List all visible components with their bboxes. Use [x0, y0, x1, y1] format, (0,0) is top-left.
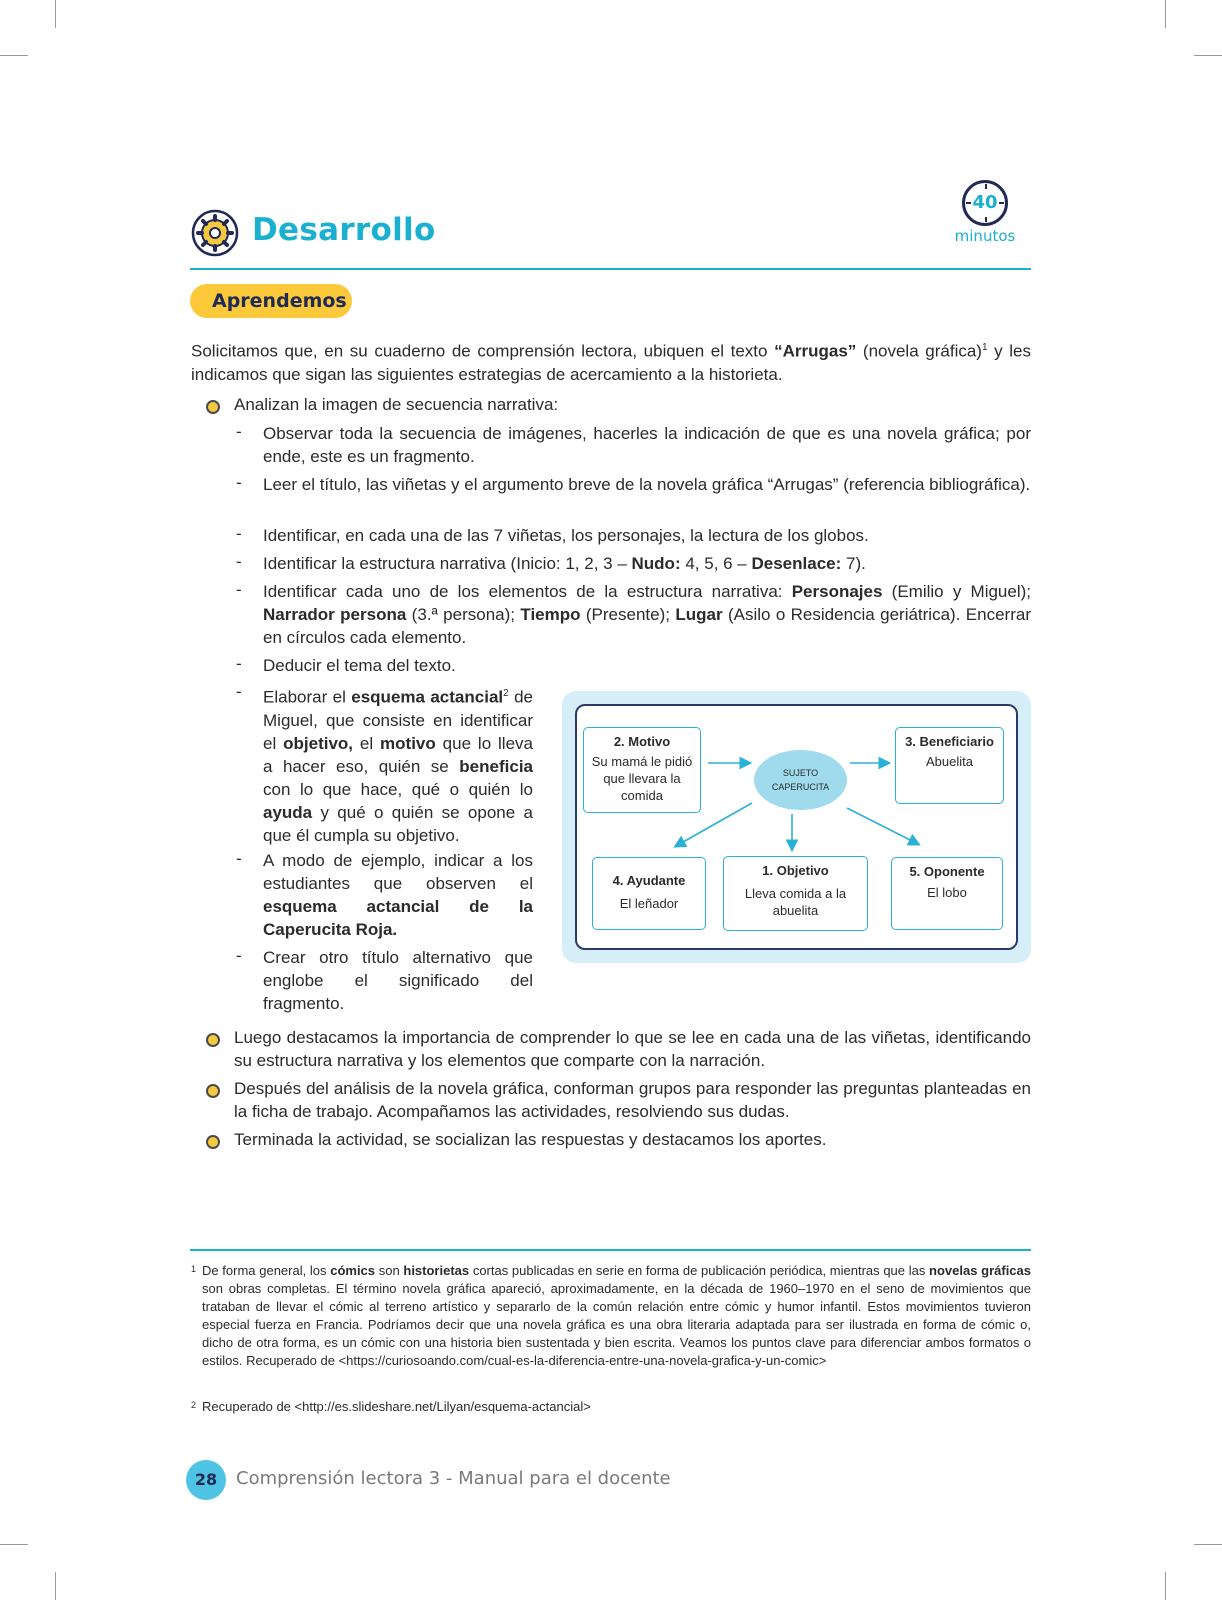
dash-marker: -	[236, 473, 242, 492]
dash-marker: -	[236, 654, 242, 673]
timer-unit: minutos	[954, 227, 1016, 245]
beneficiario-box: 3. Beneficiario Abuelita	[895, 727, 1004, 804]
bullet-icon	[206, 1033, 220, 1047]
bullet-icon	[206, 1135, 220, 1149]
footnote-1: De forma general, los cómics son historietas cortas publicadas en serie en forma de publicación periódica, mientras que las novelas gráficas son obras completas. El término novela gráfica apareció, aproximadamente, en la década de 1960–1970 en el seno de movimientos que trataban de llevar el cómic al terreno artístico y separarlo de la común relación entre cómic y humor infantil. Estos movimientos tuvieron especial fuerza en Francia. Podríamos decir que una novela gráfica es una obra literaria adaptada para ser ilustrada en forma de cómic o, dicho de otra forma, es un cómic con una historia bien sustentada y bien escrita. Veamos los puntos clave para diferenciar ambos formatos o estilos. Recuperado de <https://curiosoando.com/cual-es-la-diferencia-entre-una-novela-grafica-y-un-comic>	[202, 1263, 1031, 1368]
dash-marker: -	[236, 682, 242, 701]
dash-marker: -	[236, 422, 242, 441]
book-title: Comprensión lectora 3 - Manual para el docente	[236, 1468, 671, 1489]
dash-marker: -	[236, 946, 242, 965]
dash-marker: -	[236, 580, 242, 599]
crop-mark	[1165, 0, 1166, 28]
time-indicator	[947, 180, 1023, 245]
bullet-item: Luego destacamos la importancia de comprender lo que se lee en cada una de las viñetas, identificando su estructura narrativa y los elementos que comparte con la narración.	[234, 1028, 1031, 1070]
dash-item: Crear otro título alternativo que englobe el significado del fragmento.	[263, 948, 533, 1013]
footnote-2: Recuperado de <http://es.slideshare.net/Lilyan/esquema-actancial>	[202, 1399, 591, 1414]
crop-mark	[1194, 1544, 1222, 1545]
crop-mark	[55, 1572, 56, 1600]
dash-item: Deducir el tema del texto.	[263, 656, 456, 675]
bullet-item: Terminada la actividad, se socializan las respuestas y destacamos los aportes.	[234, 1130, 827, 1149]
objetivo-box: 1. Objetivo Lleva comida a la abuelita	[723, 856, 868, 931]
intro-paragraph: Solicitamos que, en su cuaderno de comprensión lectora, ubiquen el texto “Arrugas” (novela gráfica)$^1$ y les indicamos que sigan las siguientes estrategias de acercamiento a la historieta.	[191, 341, 1032, 384]
bullet-icon	[206, 1084, 220, 1098]
header-rule	[190, 268, 1031, 270]
bullet-icon	[206, 400, 220, 414]
bullet-item: Después del análisis de la novela gráfica, conforman grupos para responder las preguntas planteadas en la ficha de trabajo. Acompañamos las actividades, resolviendo sus dudas.	[234, 1079, 1031, 1121]
oponente-box: 5. Oponente El lobo	[891, 857, 1003, 930]
sujeto-ellipse: SUJETO CAPERUCITA	[754, 750, 847, 810]
crop-mark	[0, 1544, 28, 1545]
bullet-item: Analizan la imagen de secuencia narrativa:	[234, 395, 559, 414]
dash-item: Identificar cada uno de los elementos de la estructura narrativa: Personajes (Emilio y Miguel); Narrador persona (3.ª persona); Tiempo (Presente); Lugar (Asilo o Residencia geriátrica). Encerrar en círculos cada elemento.	[263, 582, 1031, 647]
dash-item: Observar toda la secuencia de imágenes, hacerles la indicación de que es una novela gráfica; por ende, este es un fragmento.	[263, 424, 1031, 466]
gear-icon	[190, 208, 240, 258]
motivo-box: 2. Motivo Su mamá le pidió que llevara la comida	[583, 727, 701, 813]
section-header	[190, 180, 1031, 270]
dash-item: Identificar, en cada una de las 7 viñetas, los personajes, la lectura de los globos.	[263, 526, 869, 545]
footnote-rule	[190, 1249, 1031, 1251]
footnote-number: 1	[191, 1264, 197, 1274]
page-title: Desarrollo	[252, 212, 436, 248]
crop-mark	[1165, 1572, 1166, 1600]
crop-mark	[0, 55, 28, 56]
ayudante-box: 4. Ayudante El leñador	[592, 857, 706, 930]
section-label: Aprendemos	[190, 284, 352, 318]
crop-mark	[1194, 55, 1222, 56]
dash-marker: -	[236, 849, 242, 868]
dash-item: Elaborar el esquema actancial$^2$ de Miguel, que consiste en identificar el objetivo, el motivo que lo lleva a hacer eso, quién se beneficia con lo que hace, qué o quién lo ayuda y qué o quién se opone a que él cumpla su objetivo.	[263, 687, 533, 845]
crop-mark	[55, 0, 56, 28]
timer-value: 40	[972, 192, 998, 213]
dash-item: Leer el título, las viñetas y el argumento breve de la novela gráfica “Arrugas” (referencia bibliográfica).	[263, 475, 1031, 494]
dash-item: Identificar la estructura narrativa (Inicio: 1, 2, 3 – Nudo: 4, 5, 6 – Desenlace: 7).	[263, 554, 866, 573]
clock-icon	[962, 180, 1008, 226]
dash-marker: -	[236, 524, 242, 543]
footnote-number: 2	[191, 1400, 197, 1410]
dash-marker: -	[236, 552, 242, 571]
dash-item: A modo de ejemplo, indicar a los estudiantes que observen el esquema actancial de la Caperucita Roja.	[263, 851, 533, 939]
page-number: 28	[186, 1460, 226, 1500]
